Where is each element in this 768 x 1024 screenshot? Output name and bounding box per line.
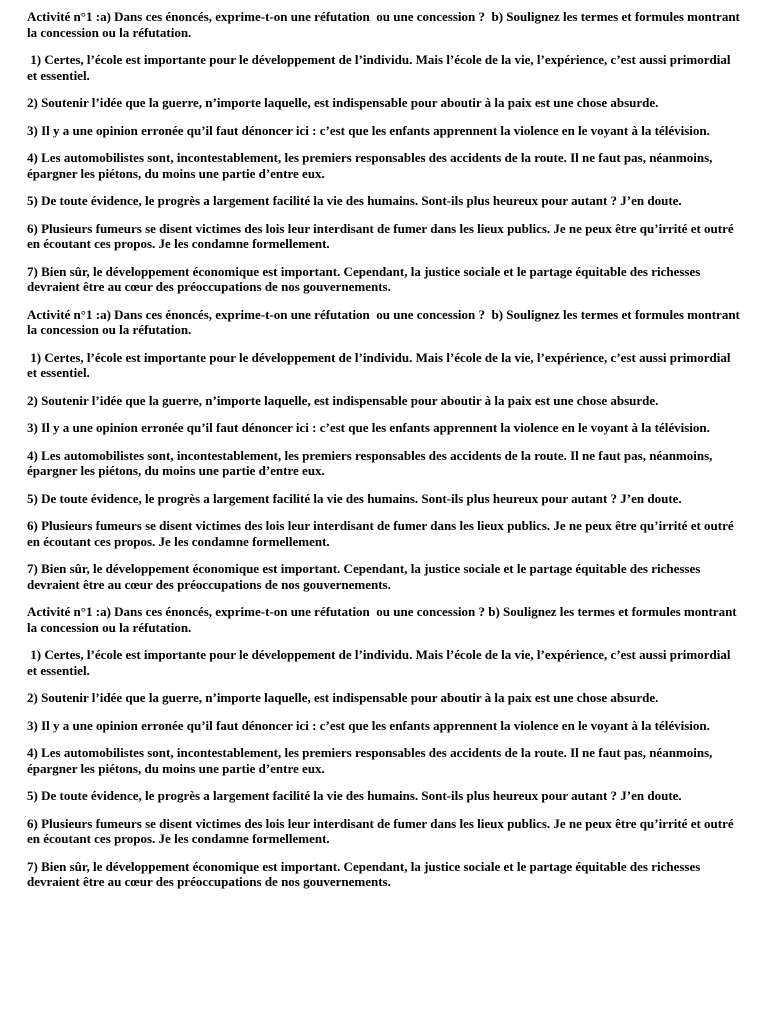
statement-7: 7) Bien sûr, le développement économique est important. Cependant, la justice sociale et le partage équitable des richesses devraient être au cœur des préoccupations de nos gouvernements.	[27, 858, 704, 889]
statement-3: 3) Il y a une opinion erronée qu’il faut dénoncer ici : c’est que les enfants apprennent la violence en le voyant à la télévision.	[27, 420, 710, 435]
statement-4: 4) Les automobilistes sont, incontestablement, les premiers responsables des accidents de la route. Il ne faut pas, néanmoins, épargner les piétons, du moins une partie d’entre eux.	[27, 447, 716, 478]
statement-5: 5) De toute évidence, le progrès a largement facilité la vie des humains. Sont-ils plus heureux pour autant ? J’en doute.	[27, 788, 682, 803]
statement-6: 6) Plusieurs fumeurs se disent victimes des lois leur interdisant de fumer dans les lieux publics. Je ne peux être qu’irrité et outré en écoutant ces propos. Je les condamne formellement.	[27, 518, 737, 549]
statement-1: 1) Certes, l’école est importante pour le développement de l’individu. Mais l’école de la vie, l’expérience, c’est aussi primordial et essentiel.	[27, 647, 734, 678]
statement-6: 6) Plusieurs fumeurs se disent victimes des lois leur interdisant de fumer dans les lieux publics. Je ne peux être qu’irrité et outré en écoutant ces propos. Je les condamne formellement.	[27, 815, 737, 846]
statement-2: 2) Soutenir l’idée que la guerre, n’importe laquelle, est indispensable pour aboutir à la paix est une chose absurde.	[27, 392, 659, 408]
activity-instruction: Activité n°1 :a) Dans ces énoncés, exprime-t-on une réfutation ou une concession ? b) Soulignez les termes et formules montrant la concession ou la réfutation.	[27, 306, 744, 337]
statement-3: 3) Il y a une opinion erronée qu’il faut dénoncer ici : c’est que les enfants apprennent la violence en le voyant à la télévision.	[27, 122, 710, 138]
activity-block-3	[27, 604, 743, 890]
activity-instruction: Activité n°1 :a) Dans ces énoncés, exprime-t-on une réfutation ou une concession ? b) Soulignez les termes et formules montrant la concession ou la réfutation.	[27, 9, 744, 40]
statement-6: 6) Plusieurs fumeurs se disent victimes des lois leur interdisant de fumer dans les lieux publics. Je ne peux être qu’irrité et outré en écoutant ces propos. Je les condamne formellement.	[27, 220, 737, 251]
statement-7: 7) Bien sûr, le développement économique est important. Cependant, la justice sociale et le partage équitable des richesses devraient être au cœur des préoccupations de nos gouvernements.	[27, 263, 704, 294]
statement-7: 7) Bien sûr, le développement économique est important. Cependant, la justice sociale et le partage équitable des richesses devraient être au cœur des préoccupations de nos gouvernements.	[27, 561, 704, 592]
statement-3: 3) Il y a une opinion erronée qu’il faut dénoncer ici : c’est que les enfants apprennent la violence en le voyant à la télévision.	[27, 717, 710, 733]
statement-5: 5) De toute évidence, le progrès a largement facilité la vie des humains. Sont-ils plus heureux pour autant ? J’en doute.	[27, 193, 682, 208]
statement-1: 1) Certes, l’école est importante pour le développement de l’individu. Mais l’école de la vie, l’expérience, c’est aussi primordial et essentiel.	[27, 349, 734, 380]
statement-1: 1) Certes, l’école est importante pour le développement de l’individu. Mais l’école de la vie, l’expérience, c’est aussi primordial et essentiel.	[27, 52, 734, 83]
statement-5: 5) De toute évidence, le progrès a largement facilité la vie des humains. Sont-ils plus heureux pour autant ? J’en doute.	[27, 490, 682, 506]
activity-instruction: Activité n°1 :a) Dans ces énoncés, exprime-t-on une réfutation ou une concession ? b) Soulignez les termes et formules montrant la concession ou la réfutation.	[27, 604, 740, 635]
document-page	[27, 9, 743, 902]
statement-4: 4) Les automobilistes sont, incontestablement, les premiers responsables des accidents de la route. Il ne faut pas, néanmoins, épargner les piétons, du moins une partie d’entre eux.	[27, 150, 716, 181]
activity-block-1	[27, 9, 743, 295]
statement-2: 2) Soutenir l’idée que la guerre, n’importe laquelle, est indispensable pour aboutir à la paix est une chose absurde.	[27, 95, 659, 110]
statement-2: 2) Soutenir l’idée que la guerre, n’importe laquelle, est indispensable pour aboutir à la paix est une chose absurde.	[27, 690, 659, 705]
activity-block-2	[27, 307, 743, 593]
statement-4: 4) Les automobilistes sont, incontestablement, les premiers responsables des accidents de la route. Il ne faut pas, néanmoins, épargner les piétons, du moins une partie d’entre eux.	[27, 745, 716, 776]
